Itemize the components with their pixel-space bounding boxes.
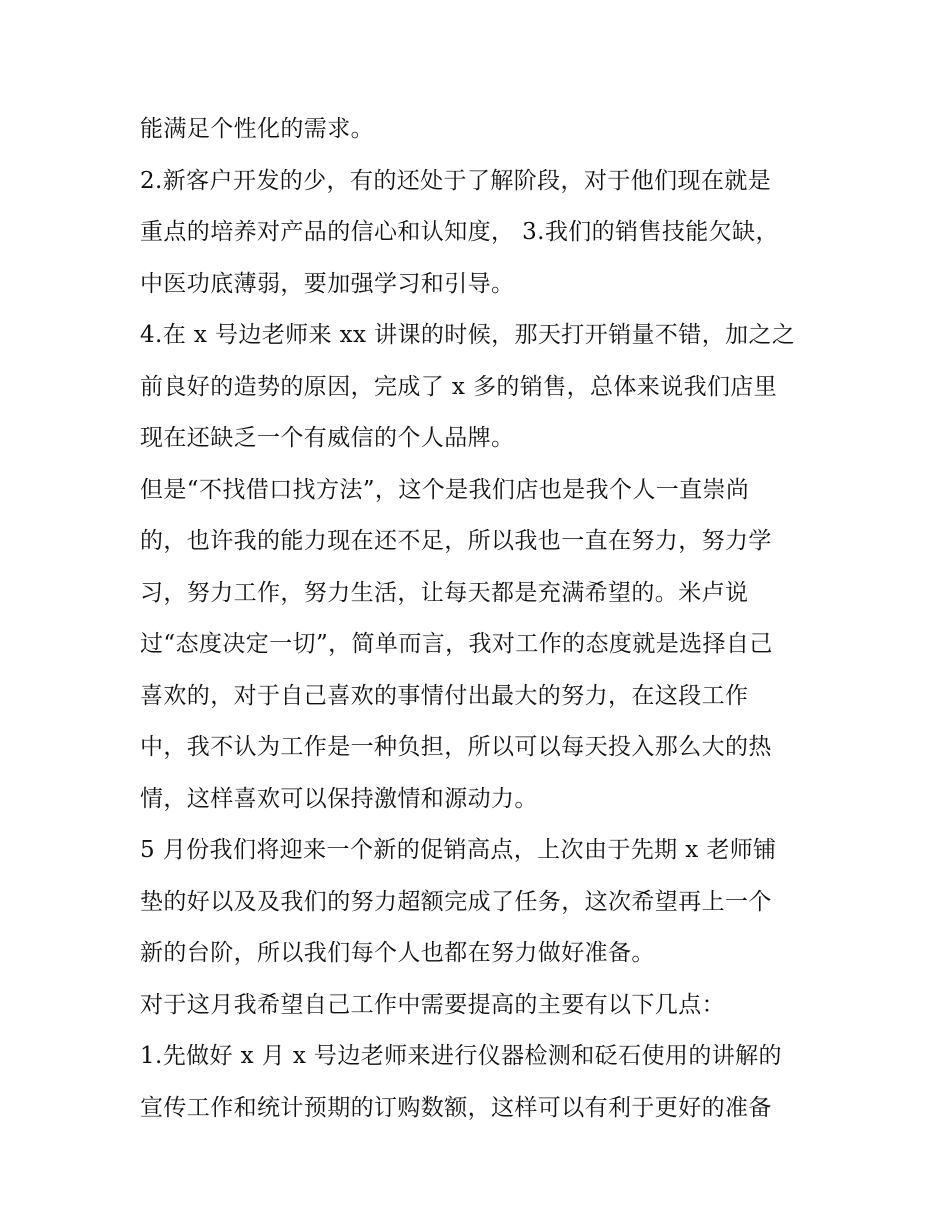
text-line: 4.在 x 号边老师来 xx 讲课的时候，那天打开销量不错，加之之: [140, 322, 796, 348]
text-line: 现在还缺乏一个有威信的个人品牌。: [140, 425, 515, 451]
text-line: 中医功底薄弱，要加强学习和引导。: [140, 270, 515, 297]
text-line: 能满足个性化的需求。: [140, 116, 374, 142]
text-line: 的，也许我的能力现在还不足，所以我也一直在努力，努力学: [140, 528, 772, 554]
text-line: 新的台阶，所以我们每个人也都在努力做好准备。: [140, 940, 655, 966]
text-line: 过“态度决定一切”，简单而言，我对工作的态度就是选择自己: [140, 631, 773, 657]
text-line: 对于这月我希望自己工作中需要提高的主要有以下几点：: [140, 991, 725, 1018]
text-line: 习，努力工作，努力生活，让每天都是充满希望的。米卢说: [140, 579, 749, 606]
text-line: 1.先做好 x 月 x 号边老师来进行仪器检测和砭石使用的讲解的: [140, 1043, 782, 1069]
text-line: 宣传工作和统计预期的订购数额，这样可以有利于更好的准备: [140, 1094, 772, 1121]
document-body: [140, 104, 820, 1134]
text-line: 但是“不找借口找方法”，这个是我们店也是我个人一直崇尚: [140, 476, 750, 503]
text-line: 2.新客户开发的少，有的还处于了解阶段，对于他们现在就是: [140, 167, 772, 194]
text-line: 前良好的造势的原因，完成了 x 多的销售，总体来说我们店里: [140, 373, 778, 400]
text-line: 中，我不认为工作是一种负担，所以可以每天投入那么大的热: [140, 734, 772, 760]
text-line: 5 月份我们将迎来一个新的促销高点，上次由于先期 x 老师铺: [140, 837, 777, 863]
text-line: 重点的培养对产品的信心和认知度， 3.我们的销售技能欠缺，: [140, 219, 779, 245]
text-line: 喜欢的，对于自己喜欢的事情付出最大的努力，在这段工作: [140, 682, 749, 709]
text-line: 情，这样喜欢可以保持激情和源动力。: [140, 785, 538, 812]
text-line: 垫的好以及及我们的努力超额完成了任务，这次希望再上一个: [140, 888, 772, 915]
